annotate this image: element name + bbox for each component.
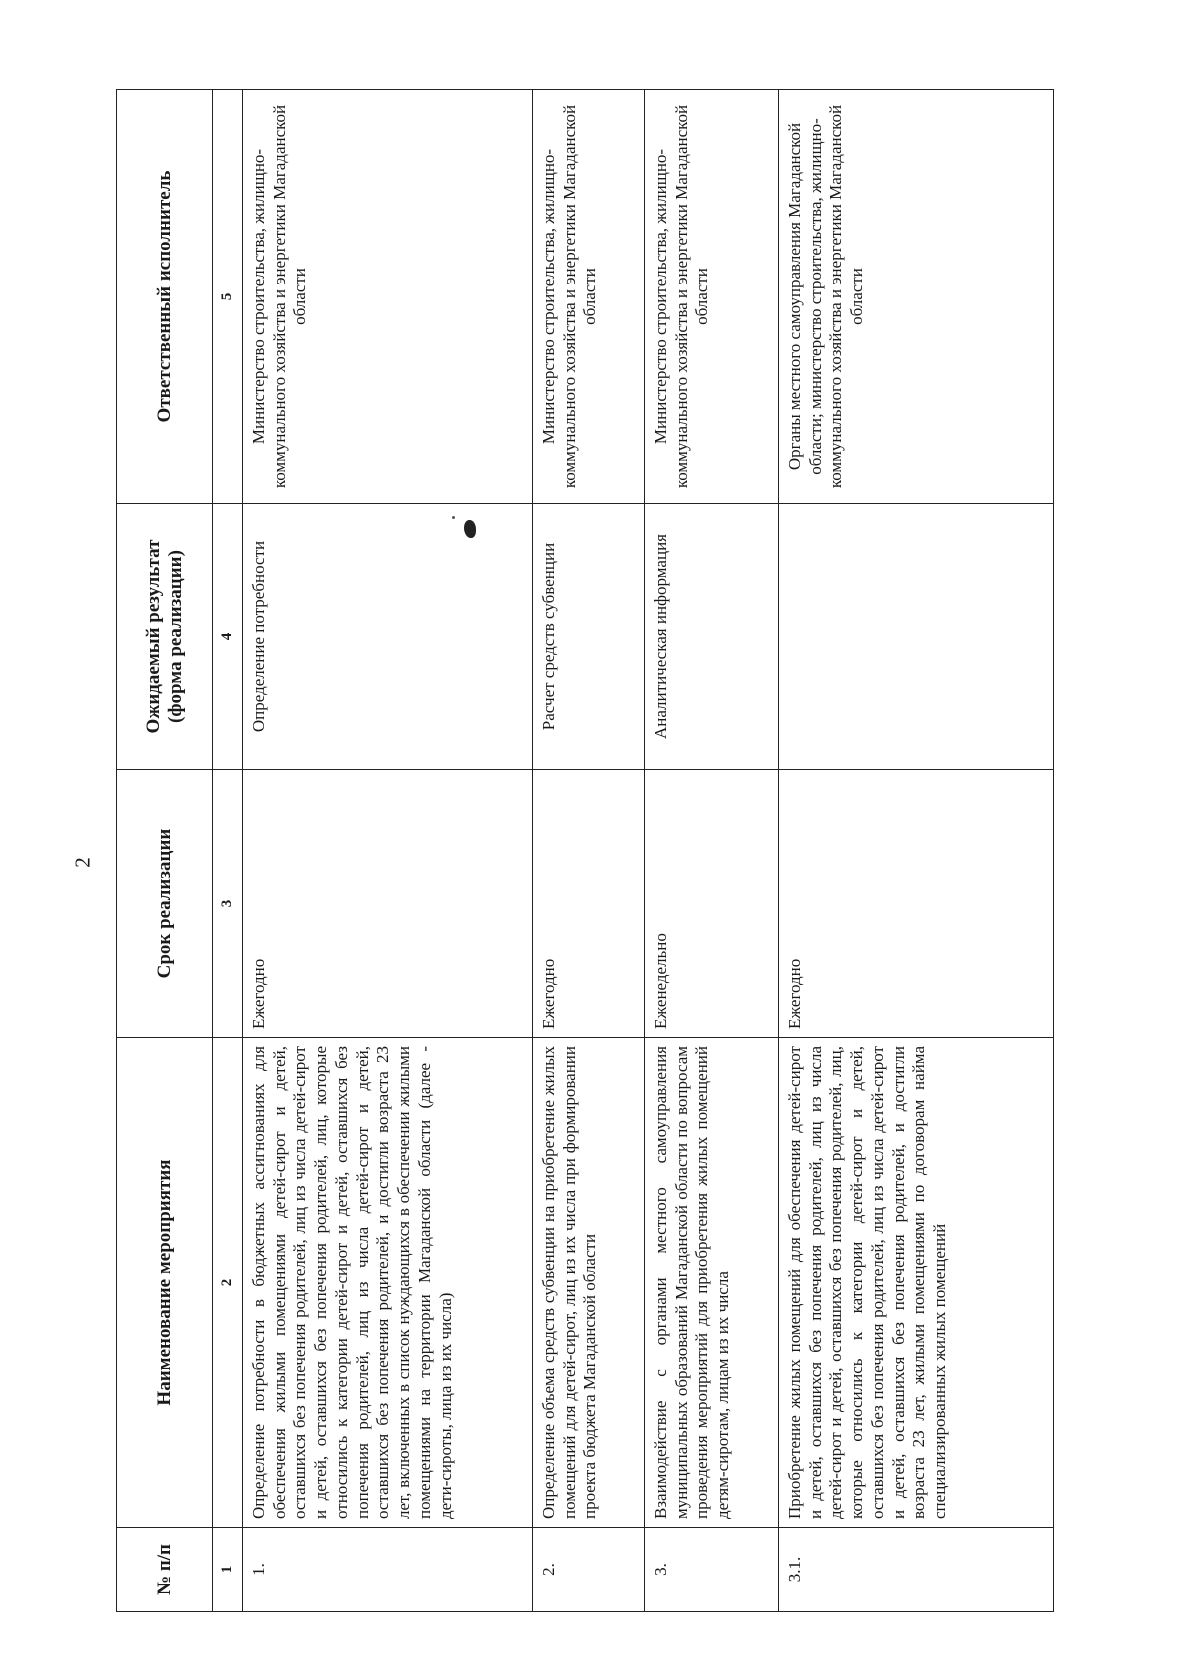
measure-term: Еженедельно [645, 770, 779, 1038]
measure-result [779, 504, 1054, 770]
measure-term: Ежегодно [243, 770, 533, 1038]
measure-result: Определение потребности [243, 504, 533, 770]
column-number: 2 [213, 1038, 243, 1528]
column-number: 3 [213, 770, 243, 1038]
rotated-table-wrapper [116, 90, 1054, 1612]
row-number: 2. [533, 1528, 645, 1612]
column-number: 5 [213, 90, 243, 504]
measure-result: Расчет средств субвенции [533, 504, 645, 770]
measures-table [116, 89, 1054, 1612]
row-number: 1. [243, 1528, 533, 1612]
measure-term: Ежегодно [533, 770, 645, 1038]
column-number: 1 [213, 1528, 243, 1612]
measure-term: Ежегодно [779, 770, 1054, 1038]
header-term: Срок реализации [117, 770, 213, 1038]
header-name: Наименование мероприятия [117, 1038, 213, 1528]
measure-responsible: Министерство строительства, жилищно-коммунального хозяйства и энергетики Магаданской области [243, 90, 533, 504]
header-responsible: Ответственный исполнитель [117, 90, 213, 504]
measure-name: Определение потребности в бюджетных ассигнованиях для обеспечения жилыми помещениями детей-сирот и детей, оставшихся без попечения родителей, лиц из числа детей-сирот и детей, оставшихся без попечения родителей, лиц, которые относились к категории детей-сирот и детей, оставшихся без попечения родителей, лиц из числа детей-сирот и детей, оставшихся без попечения родителей, и достигли возраста 23 лет, включенных в список нуждающихся в обеспечении жилыми помещениями на территории Магаданской области (далее - дети-сироты, лица из их числа) [243, 1038, 533, 1528]
measure-responsible: Министерство строительства, жилищно-коммунального хозяйства и энергетики Магаданской области [533, 90, 645, 504]
page-number: 2 [70, 857, 95, 868]
row-number: 3. [645, 1528, 779, 1612]
row-number: 3.1. [779, 1528, 1054, 1612]
header-result: Ожидаемый результат (форма реализации) [117, 504, 213, 770]
table-row [243, 90, 533, 1612]
measure-name: Приобретение жилых помещений для обеспечения детей-сирот и детей, оставшихся без попечения родителей, лиц из числа детей-сирот и детей, оставшихся без попечения родителей, лиц, которые относились к категории детей-сирот и детей, оставшихся без попечения родителей, лиц из числа детей-сирот и детей, оставшихся без попечения родителей, и достигли возраста 23 лет, жилыми помещениями по договорам найма специализированных жилых помещений [779, 1038, 1054, 1528]
table-row [779, 90, 1054, 1612]
measure-result: Аналитическая информация [645, 504, 779, 770]
header-row [117, 90, 213, 1612]
table-row [645, 90, 779, 1612]
table-row [533, 90, 645, 1612]
measure-responsible: Органы местного самоуправления Магаданской области; министерство строительства, жилищно-коммунального хозяйства и энергетики Магаданской области [779, 90, 1054, 504]
measure-name: Определение объема средств субвенции на приобретение жилых помещений для детей-сирот, лиц из их числа при формировании проекта бюджета Магаданской области [533, 1038, 645, 1528]
column-number: 4 [213, 504, 243, 770]
measure-responsible: Министерство строительства, жилищно-коммунального хозяйства и энергетики Магаданской области [645, 90, 779, 504]
column-number-row [213, 90, 243, 1612]
header-no: № п/п [117, 1528, 213, 1612]
measure-name: Взаимодействие с органами местного самоуправления муниципальных образований Магаданской области по вопросам проведения мероприятий для приобретения жилых помещений детям-сиротам, лицам из их числа [645, 1038, 779, 1528]
